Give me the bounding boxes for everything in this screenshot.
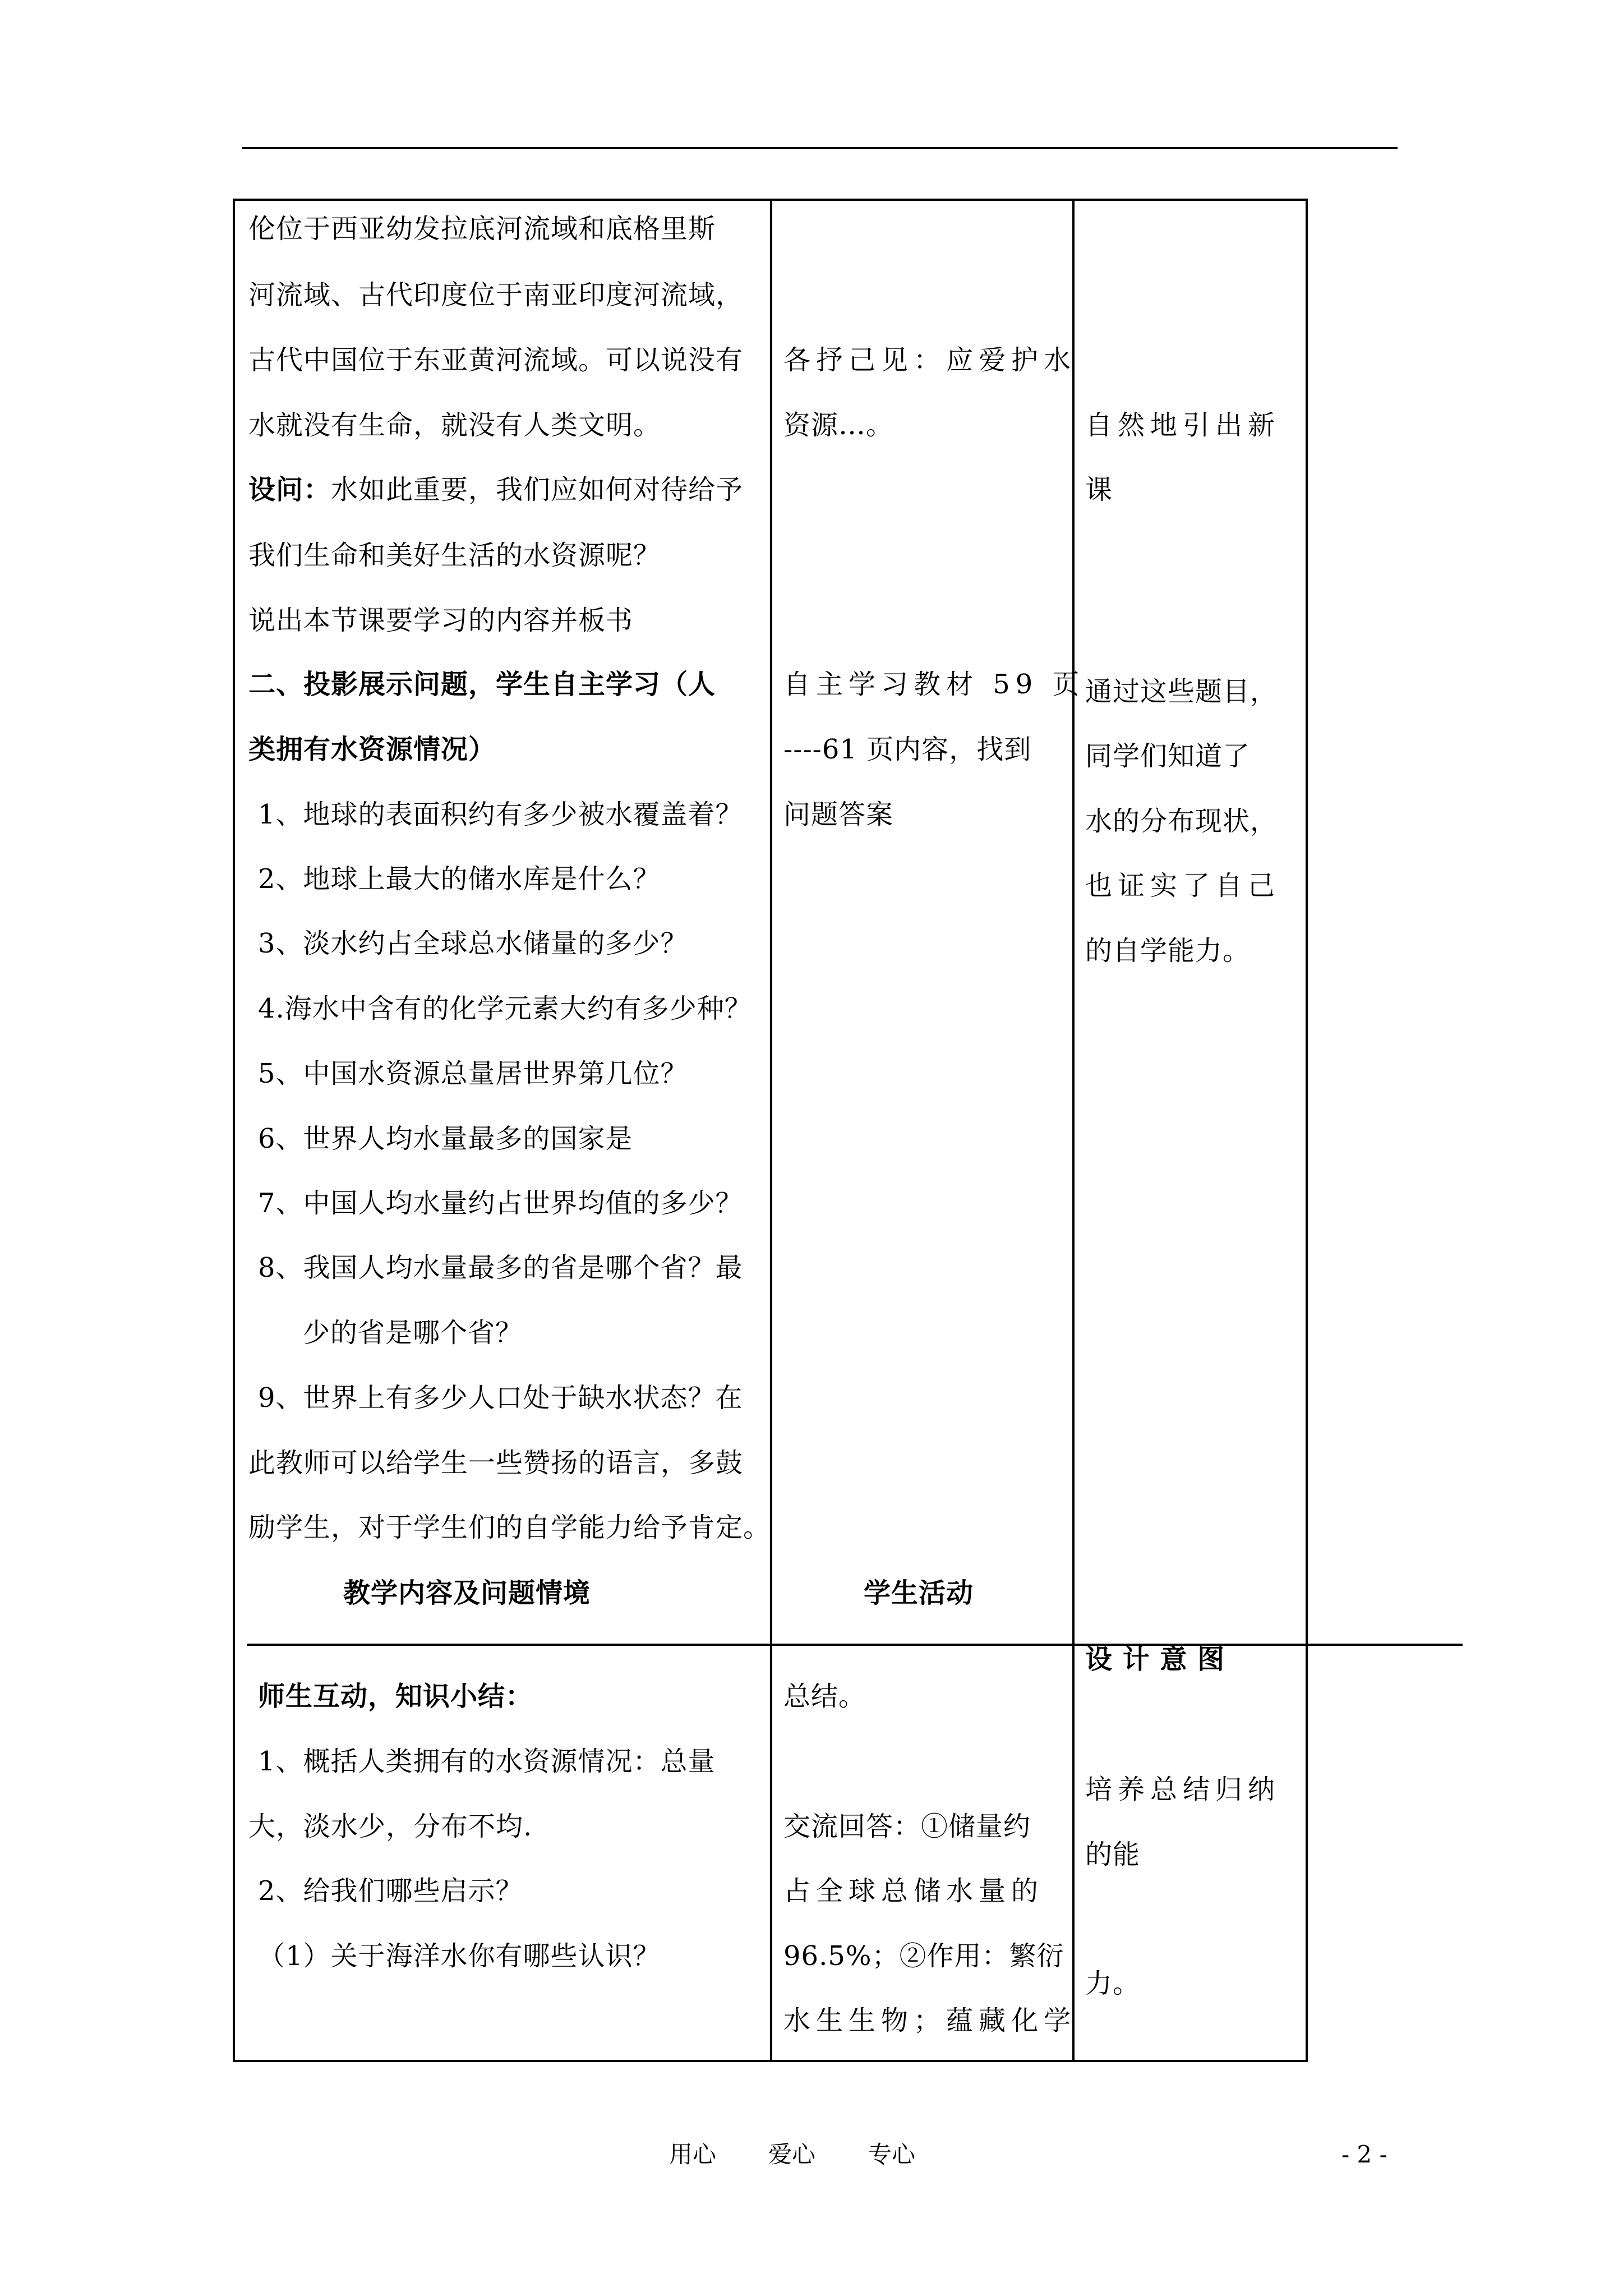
intent-line: 的能 xyxy=(1085,1839,1141,1870)
section-heading: 二、投影展示问题，学生自主学习（人 xyxy=(248,669,716,700)
question-item: 6、世界人均水量最多的国家是 xyxy=(258,1123,633,1154)
summary-heading: 师生互动，知识小结： xyxy=(258,1681,533,1712)
content-line: 水就没有生命，就没有人类文明。 xyxy=(248,409,661,441)
upper-table-left-border xyxy=(233,199,235,2062)
upper-table-col-divider-2 xyxy=(1072,199,1075,2062)
content-line: 说出本节课要学习的内容并板书 xyxy=(248,605,634,636)
activity-line: 自主学习教材 59 页 xyxy=(783,669,1085,700)
upper-table-right-border xyxy=(1306,199,1308,1646)
summary-line: （1）关于海洋水你有哪些认识？ xyxy=(258,1940,661,1972)
summary-line: 1、概括人类拥有的水资源情况：总量 xyxy=(258,1746,716,1777)
content-line: 古代中国位于东亚黄河流域。可以说没有 xyxy=(248,344,744,376)
activity-line: 水生生物；蕴藏化学 xyxy=(783,2005,1077,2036)
question-item: 5、中国水资源总量居世界第几位？ xyxy=(258,1058,688,1089)
content-line: 伦位于西亚幼发拉底河流域和底格里斯 xyxy=(248,213,716,245)
summary-line: 2、给我们哪些启示？ xyxy=(258,1875,523,1907)
question-item: 少的省是哪个省？ xyxy=(303,1317,523,1349)
header-rule xyxy=(242,147,1398,149)
intent-line: 水的分布现状， xyxy=(1085,806,1278,837)
content-line: 我们生命和美好生活的水资源呢？ xyxy=(248,540,661,571)
question-item: 9、世界上有多少人口处于缺水状态？在 xyxy=(258,1382,743,1414)
content-line: 河流域、古代印度位于南亚印度河流域， xyxy=(248,279,744,311)
upper-table-col-divider-1 xyxy=(770,199,772,2062)
question-item: 7、中国人均水量约占世界均值的多少？ xyxy=(258,1188,743,1219)
activity-line: ----61 页内容，找到 xyxy=(783,734,1032,765)
section-heading: 类拥有水资源情况） xyxy=(248,734,496,765)
question-item: 8、我国人均水量最多的省是哪个省？最 xyxy=(258,1252,743,1283)
question-text: 水如此重要，我们应如何对待给予 xyxy=(331,474,744,505)
content-line: 励学生，对于学生们的自学能力给予肯定。 xyxy=(248,1512,771,1543)
intent-line: 培养总结归纳 xyxy=(1085,1774,1281,1805)
footer-motto-2: 爱心 xyxy=(768,2141,816,2168)
footer-motto-1: 用心 xyxy=(669,2141,717,2168)
intent-line: 通过这些题目， xyxy=(1085,676,1278,707)
lower-table-right-border xyxy=(1306,1644,1308,2062)
design-intent-heading: 设 计 意 图 xyxy=(1085,1644,1225,1675)
activity-line: 交流回答：①储量约 xyxy=(783,1811,1031,1842)
activity-line: 各抒己见：应爱护水 xyxy=(783,344,1077,376)
intent-line: 力。 xyxy=(1085,1968,1141,1999)
activity-line: 总结。 xyxy=(783,1681,866,1712)
column-header-activity: 学生活动 xyxy=(864,1577,974,1609)
question-item: 2、地球上最大的储水库是什么？ xyxy=(258,863,661,895)
question-item: 3、淡水约占全球总水储量的多少？ xyxy=(258,928,688,959)
activity-line: 96.5%；②作用：繁衍 xyxy=(783,1940,1064,1972)
page-number: - 2 - xyxy=(1341,2141,1387,2168)
activity-line: 资源…。 xyxy=(783,409,894,441)
lower-table-bottom-border xyxy=(233,2060,1308,2062)
intent-line: 的自学能力。 xyxy=(1085,935,1251,967)
footer-motto-3: 专心 xyxy=(868,2141,916,2168)
question-item: 4.海水中含有的化学元素大约有多少种？ xyxy=(258,993,752,1024)
activity-line: 问题答案 xyxy=(783,799,894,830)
intent-line: 同学们知道了 xyxy=(1085,740,1251,772)
question-label: 设问： xyxy=(248,474,331,505)
question-item: 1、地球的表面积约有多少被水覆盖着？ xyxy=(258,799,743,830)
intent-line: 也证实了自己 xyxy=(1085,870,1281,901)
intent-line: 课 xyxy=(1085,474,1113,505)
upper-table-bottom-border xyxy=(247,1644,1463,1646)
content-line: 此教师可以给学生一些赞扬的语言，多鼓 xyxy=(248,1447,744,1479)
activity-line: 占全球总储水量的 xyxy=(783,1875,1044,1907)
intent-line: 自然地引出新 xyxy=(1085,409,1281,441)
summary-line: 大，淡水少，分布不均. xyxy=(248,1811,533,1842)
content-line xyxy=(248,473,743,507)
column-header-content: 教学内容及问题情境 xyxy=(343,1577,591,1609)
